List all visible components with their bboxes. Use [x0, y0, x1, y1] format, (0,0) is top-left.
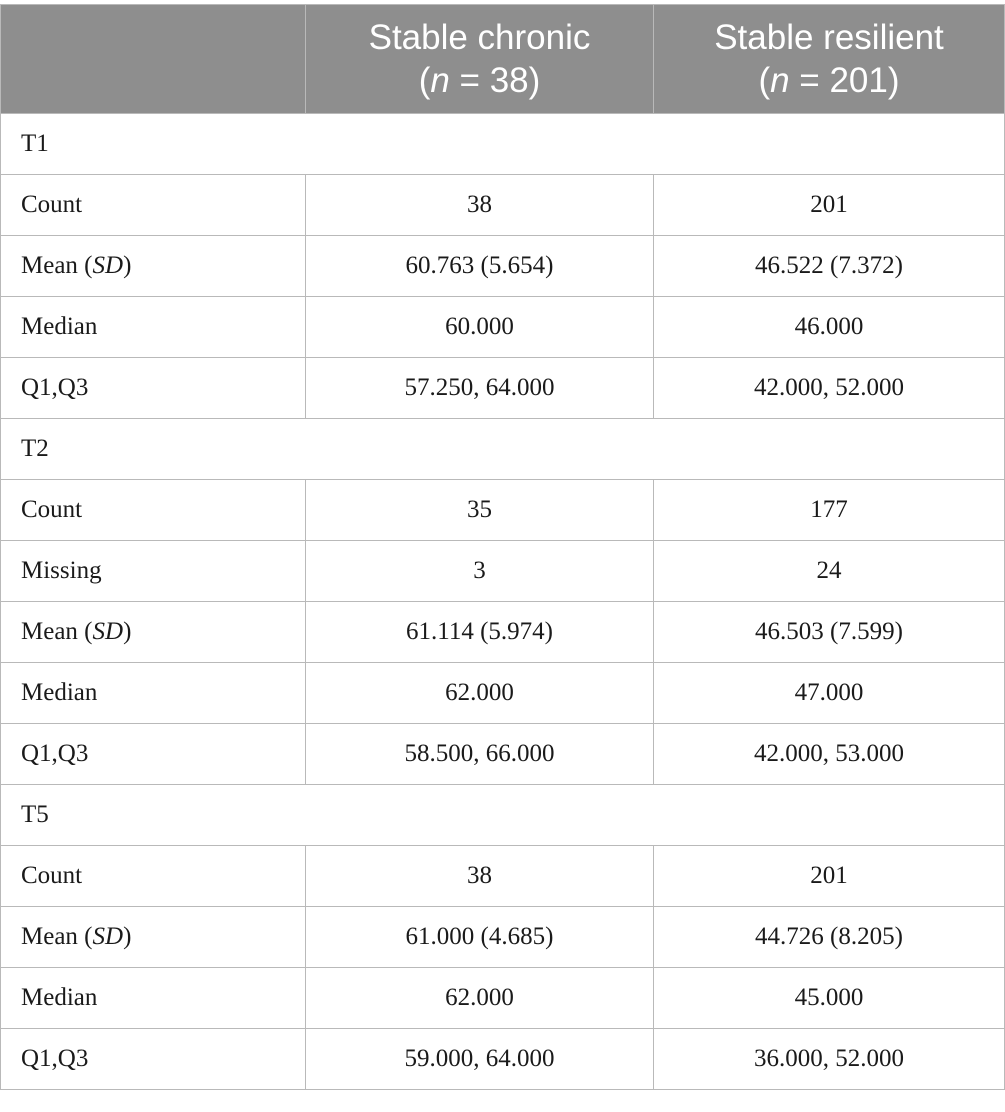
stable-chronic-value: 35	[306, 480, 654, 541]
stable-resilient-value: 42.000, 53.000	[654, 724, 1005, 785]
stable-resilient-value: 36.000, 52.000	[654, 1029, 1005, 1090]
header-stable-chronic-name: Stable chronic	[368, 18, 591, 57]
stable-resilient-value: 44.726 (8.205)	[654, 907, 1005, 968]
table-row	[1, 297, 1005, 358]
row-label: Mean (SD)	[1, 602, 306, 663]
stable-chronic-value: 60.763 (5.654)	[306, 236, 654, 297]
stable-resilient-value: 177	[654, 480, 1005, 541]
header-stable-chronic	[306, 5, 654, 114]
stable-resilient-value: 46.522 (7.372)	[654, 236, 1005, 297]
section-row-t2	[1, 419, 1005, 480]
stable-resilient-value: 42.000, 52.000	[654, 358, 1005, 419]
stable-resilient-value: 47.000	[654, 663, 1005, 724]
header-stable-resilient	[654, 5, 1005, 114]
table-row	[1, 907, 1005, 968]
row-label: Q1,Q3	[1, 358, 306, 419]
table-row	[1, 358, 1005, 419]
stable-chronic-value: 59.000, 64.000	[306, 1029, 654, 1090]
row-label: Median	[1, 297, 306, 358]
stable-resilient-value: 24	[654, 541, 1005, 602]
table-row	[1, 236, 1005, 297]
row-label: Mean (SD)	[1, 907, 306, 968]
table-body	[1, 114, 1005, 1090]
table-row	[1, 663, 1005, 724]
stable-resilient-value: 201	[654, 175, 1005, 236]
row-label: Count	[1, 480, 306, 541]
stable-chronic-value: 61.114 (5.974)	[306, 602, 654, 663]
section-title: T1	[1, 114, 1005, 175]
section-title: T5	[1, 785, 1005, 846]
table-row	[1, 541, 1005, 602]
header-stable-resilient-name: Stable resilient	[714, 18, 944, 57]
stable-chronic-value: 38	[306, 175, 654, 236]
row-label: Count	[1, 846, 306, 907]
row-label: Q1,Q3	[1, 724, 306, 785]
table-row	[1, 846, 1005, 907]
table-row	[1, 175, 1005, 236]
table-row	[1, 724, 1005, 785]
stable-chronic-value: 3	[306, 541, 654, 602]
table-row	[1, 968, 1005, 1029]
stable-chronic-value: 60.000	[306, 297, 654, 358]
section-title: T2	[1, 419, 1005, 480]
stable-chronic-value: 57.250, 64.000	[306, 358, 654, 419]
stable-chronic-value: 61.000 (4.685)	[306, 907, 654, 968]
header-empty-cell	[1, 5, 306, 114]
header-stable-chronic-n: (n = 38)	[418, 61, 541, 100]
row-label: Mean (SD)	[1, 236, 306, 297]
stable-resilient-value: 46.000	[654, 297, 1005, 358]
stable-resilient-value: 45.000	[654, 968, 1005, 1029]
section-row-t5	[1, 785, 1005, 846]
stable-resilient-value: 46.503 (7.599)	[654, 602, 1005, 663]
row-label: Median	[1, 968, 306, 1029]
table-row	[1, 480, 1005, 541]
table-header	[1, 5, 1005, 114]
stable-chronic-value: 38	[306, 846, 654, 907]
stable-chronic-value: 62.000	[306, 663, 654, 724]
row-label: Q1,Q3	[1, 1029, 306, 1090]
stable-chronic-value: 58.500, 66.000	[306, 724, 654, 785]
statistics-table	[0, 4, 1005, 1090]
row-label: Count	[1, 175, 306, 236]
header-row	[1, 5, 1005, 114]
header-stable-resilient-n: (n = 201)	[758, 61, 900, 100]
row-label: Median	[1, 663, 306, 724]
stable-chronic-value: 62.000	[306, 968, 654, 1029]
section-row-t1	[1, 114, 1005, 175]
table-row	[1, 1029, 1005, 1090]
table-row	[1, 602, 1005, 663]
row-label: Missing	[1, 541, 306, 602]
stable-resilient-value: 201	[654, 846, 1005, 907]
